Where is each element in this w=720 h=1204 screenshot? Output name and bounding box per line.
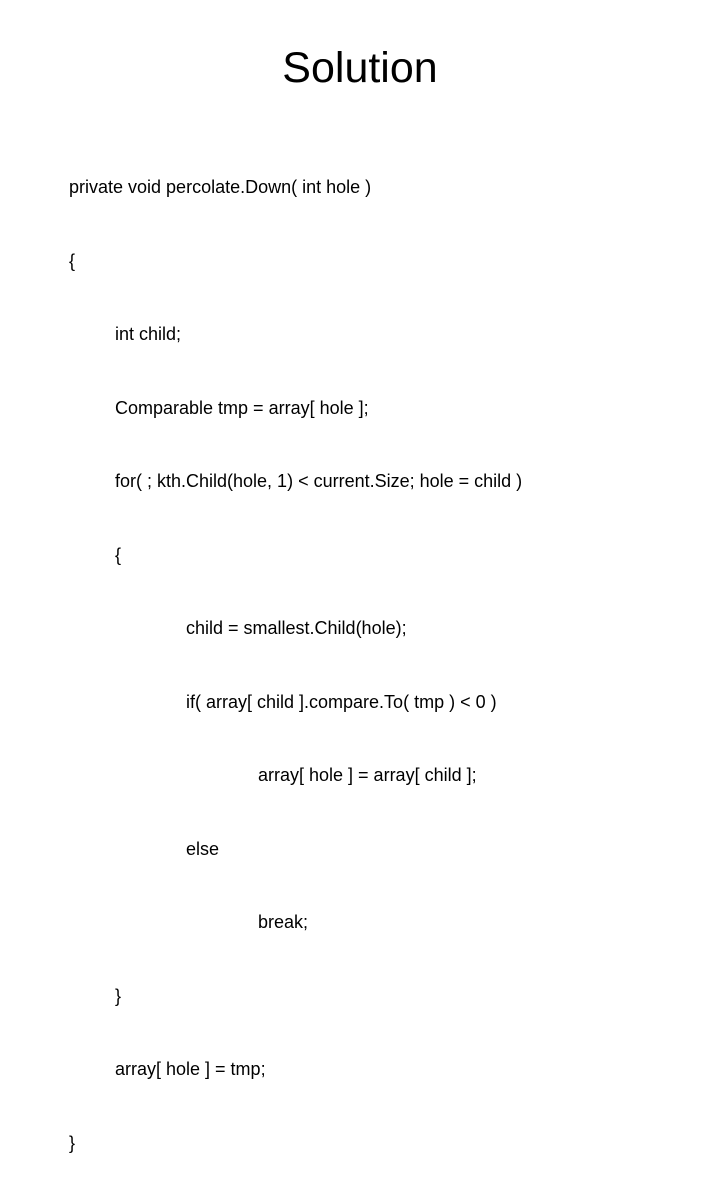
code-line: for( ; kth.Child(hole, 1) < current.Size; hole = child ) — [115, 471, 523, 491]
code-line: if( array[ child ].compare.To( tmp ) < 0 ) — [186, 691, 497, 712]
code-line: array[ hole ] = array[ child ]; — [258, 765, 477, 785]
code-line: int child; — [115, 324, 182, 344]
code-line: child = smallest.Child(hole); — [186, 618, 407, 638]
code-line: } — [115, 985, 122, 1006]
code-line: private void percolate.Down( int hole ) — [69, 177, 372, 197]
slide-title: Solution — [282, 44, 438, 92]
code-block — [69, 126, 522, 1204]
code-line: } — [69, 1132, 76, 1153]
code-line: { — [69, 250, 76, 271]
code-line: else — [186, 838, 220, 859]
code-line: break; — [258, 912, 309, 932]
code-line: { — [115, 544, 122, 565]
code-line: Comparable tmp = array[ hole ]; — [115, 397, 369, 418]
code-line: array[ hole ] = tmp; — [115, 1059, 266, 1079]
